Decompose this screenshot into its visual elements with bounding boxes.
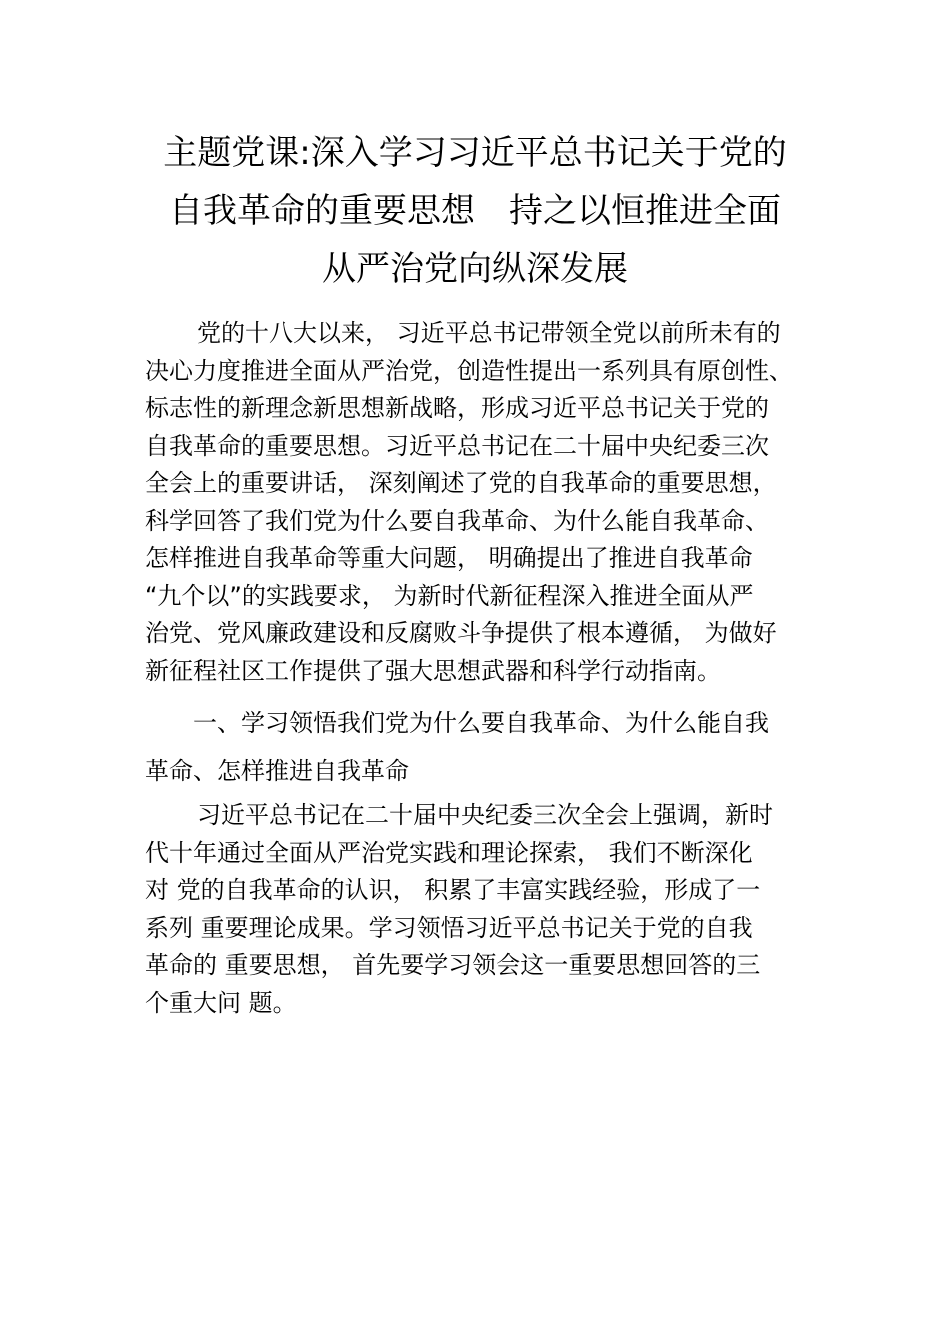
paragraph-line: 习近平总书记在二十届中央纪委三次全会上强调，新时 xyxy=(197,801,773,829)
paragraph-section-1 xyxy=(145,797,825,1022)
paragraph-line: 全会上的重要讲话， 深刻阐述了党的自我革命的重要思想， xyxy=(145,469,777,497)
paragraph-line: 对 党的自我革命的认识， 积累了丰富实践经验，形成了一 xyxy=(145,876,761,904)
paragraph-line: 系列 重要理论成果。学习领悟习近平总书记关于党的自我 xyxy=(145,913,753,942)
paragraph-line: 代十年通过全面从严治党实践和理论探索， 我们不断深化 xyxy=(145,838,753,867)
paragraph-line: 决心力度推进全面从严治党，创造性提出一系列具有原创性、 xyxy=(145,356,793,385)
paragraph-line: 治党、党风廉政建设和反腐败斗争提供了根本遵循， 为做好 xyxy=(145,619,777,647)
paragraph-line: 怎样推进自我革命等重大问题， 明确提出了推进自我革命 xyxy=(145,544,753,572)
paragraph-line: 科学回答了我们党为什么要自我革命、为什么能自我革命、 xyxy=(145,506,769,535)
paragraph-intro xyxy=(145,315,825,690)
heading-line: 革命、怎样推进自我革命 xyxy=(145,757,409,785)
paragraph-line: 党的十八大以来， 习近平总书记带领全党以前所未有的 xyxy=(197,319,781,347)
paragraph-line: 新征程社区工作提供了强大思想武器和科学行动指南。 xyxy=(145,656,721,685)
paragraph-line: 自我革命的重要思想。习近平总书记在二十届中央纪委三次 xyxy=(145,431,769,460)
section-heading-1 xyxy=(145,699,825,795)
heading-line: 一、学习领悟我们党为什么要自我革命、为什么能自我 xyxy=(193,709,769,737)
title-line: 主题党课:深入学习习近平总书记关于党的 xyxy=(163,133,787,173)
paragraph-line: 革命的 重要思想， 首先要学习领会这一重要思想回答的三 xyxy=(145,951,761,979)
paragraph-line: 标志性的新理念新思想新战略，形成习近平总书记关于党的 xyxy=(145,394,769,422)
paragraph-line: 个重大问 题。 xyxy=(145,988,297,1017)
document-title xyxy=(120,124,830,298)
title-line: 从严治党向纵深发展 xyxy=(322,249,628,289)
title-line: 自我革命的重要思想 持之以恒推进全面 xyxy=(169,191,781,231)
paragraph-line: “九个以”的实践要求， 为新时代新征程深入推进全面从严 xyxy=(145,581,754,610)
